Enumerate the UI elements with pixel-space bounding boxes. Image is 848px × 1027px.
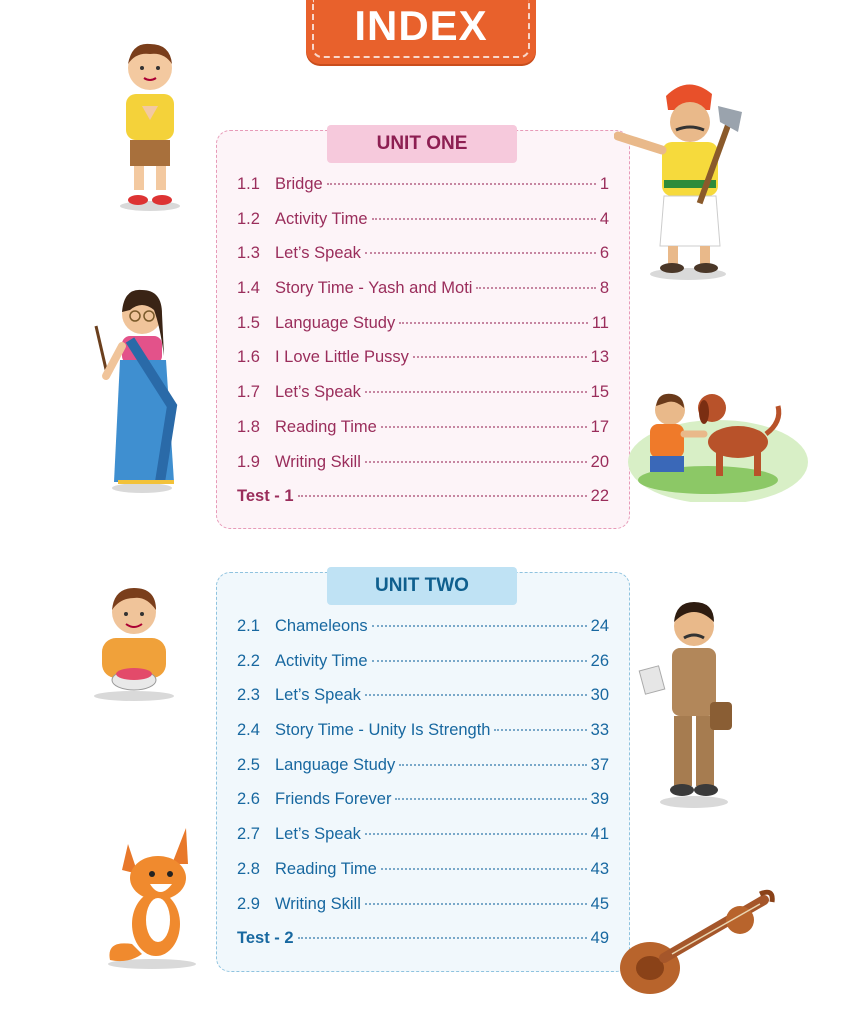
toc-row[interactable] (237, 175, 609, 210)
toc-title: Writing Skill (275, 452, 361, 471)
toc-title: Let’s Speak (275, 686, 361, 705)
toc-row[interactable] (237, 210, 609, 245)
toc-page: 26 (590, 651, 609, 670)
toc-page: 20 (590, 452, 609, 471)
dot-leader (365, 833, 587, 835)
toc-row[interactable] (237, 652, 609, 687)
toc-title: Friends Forever (275, 790, 392, 809)
toc-page: 49 (590, 929, 609, 948)
toc-title: Story Time - Unity Is Strength (275, 721, 491, 740)
toc-page: 43 (590, 859, 609, 878)
toc-row[interactable] (237, 756, 609, 791)
toc-row[interactable] (237, 790, 609, 825)
dot-leader (327, 183, 596, 185)
unit-one-list (237, 175, 609, 522)
toc-title: Reading Time (275, 417, 377, 436)
toc-number: 1.4 (237, 279, 260, 298)
toc-title: Let’s Speak (275, 244, 361, 263)
toc-number: 2.1 (237, 617, 260, 635)
dot-leader (365, 391, 587, 393)
dot-leader (413, 356, 587, 358)
toc-row[interactable] (237, 825, 609, 860)
toc-title: Story Time - Yash and Moti (275, 279, 473, 298)
toc-row[interactable] (237, 314, 609, 349)
toc-number: 2.2 (237, 651, 260, 670)
toc-row[interactable] (237, 244, 609, 279)
toc-page: 24 (590, 617, 609, 635)
toc-number: 2.6 (237, 790, 260, 809)
dot-leader (381, 868, 587, 870)
toc-number: 1.8 (237, 417, 260, 436)
toc-row[interactable] (237, 383, 609, 418)
toc-number: 1.9 (237, 452, 260, 471)
toc-page: 22 (590, 487, 609, 506)
toc-page: 39 (590, 790, 609, 809)
toc-title: Writing Skill (275, 894, 361, 913)
toc-number: 1.7 (237, 383, 260, 402)
boy-eating-icon (88, 584, 178, 702)
teacher-in-saree-icon (90, 286, 182, 494)
boy-namaste-icon (112, 40, 188, 212)
toc-page: 11 (591, 313, 609, 332)
unit-two-box (216, 572, 630, 972)
unit-one-box (216, 130, 630, 529)
boy-with-dog-icon (628, 362, 808, 502)
toc-row[interactable] (237, 418, 609, 453)
toc-title: Bridge (275, 175, 323, 193)
toc-row[interactable] (237, 453, 609, 488)
dot-leader (365, 903, 587, 905)
toc-row-test[interactable] (237, 929, 609, 964)
toc-row[interactable] (237, 617, 609, 652)
toc-row[interactable] (237, 895, 609, 930)
toc-page: 30 (590, 686, 609, 705)
toc-page: 15 (590, 383, 609, 402)
toc-number: 2.7 (237, 825, 260, 844)
toc-number: 2.9 (237, 894, 260, 913)
toc-row[interactable] (237, 279, 609, 314)
dot-leader (372, 218, 596, 220)
toc-page: 37 (590, 755, 609, 774)
dot-leader (365, 252, 596, 254)
dot-leader (476, 287, 595, 289)
toc-test-title: Test - 2 (237, 929, 294, 948)
toc-page: 1 (599, 175, 609, 193)
page-title: INDEX (354, 2, 488, 49)
toc-title: I Love Little Pussy (275, 348, 409, 367)
dot-leader (365, 461, 587, 463)
toc-title: Activity Time (275, 209, 368, 228)
toc-number: 1.3 (237, 244, 260, 263)
toc-number: 1.2 (237, 209, 260, 228)
toc-title: Language Study (275, 313, 396, 332)
fox-icon (98, 824, 202, 970)
toc-row[interactable] (237, 721, 609, 756)
toc-page: 17 (590, 417, 609, 436)
toc-number: 1.1 (237, 175, 260, 193)
toc-number: 1.5 (237, 313, 260, 332)
unit-two-list (237, 617, 609, 964)
toc-number: 2.3 (237, 686, 260, 705)
toc-row[interactable] (237, 348, 609, 383)
toc-number: 2.4 (237, 721, 260, 740)
dot-leader (399, 322, 588, 324)
toc-title: Language Study (275, 755, 396, 774)
dot-leader (372, 660, 587, 662)
toc-title: Let’s Speak (275, 383, 361, 402)
dot-leader (365, 694, 587, 696)
dot-leader (298, 495, 587, 497)
dot-leader (494, 729, 586, 731)
toc-page: 45 (590, 894, 609, 913)
toc-page: 33 (590, 721, 609, 740)
toc-title: Activity Time (275, 651, 368, 670)
toc-row-test[interactable] (237, 487, 609, 522)
toc-row[interactable] (237, 686, 609, 721)
toc-title: Reading Time (275, 859, 377, 878)
toc-number: 1.6 (237, 348, 260, 367)
dot-leader (381, 426, 587, 428)
toc-row[interactable] (237, 860, 609, 895)
farmer-with-axe-icon (614, 76, 748, 282)
toc-page: 13 (590, 348, 609, 367)
toc-number: 2.8 (237, 859, 260, 878)
index-header-tab (306, 0, 536, 64)
toc-page: 8 (599, 279, 609, 298)
veena-icon (612, 884, 780, 1002)
toc-number: 2.5 (237, 755, 260, 774)
toc-title: Chameleons (275, 617, 368, 635)
postman-icon (638, 598, 738, 810)
unit-two-label: UNIT TWO (327, 567, 517, 605)
unit-one-label: UNIT ONE (327, 125, 517, 163)
dot-leader (399, 764, 586, 766)
dot-leader (298, 937, 587, 939)
dot-leader (395, 798, 586, 800)
toc-page: 41 (590, 825, 609, 844)
toc-test-title: Test - 1 (237, 487, 294, 506)
toc-page: 4 (599, 209, 609, 228)
toc-title: Let’s Speak (275, 825, 361, 844)
dot-leader (372, 625, 587, 627)
toc-page: 6 (599, 244, 609, 263)
